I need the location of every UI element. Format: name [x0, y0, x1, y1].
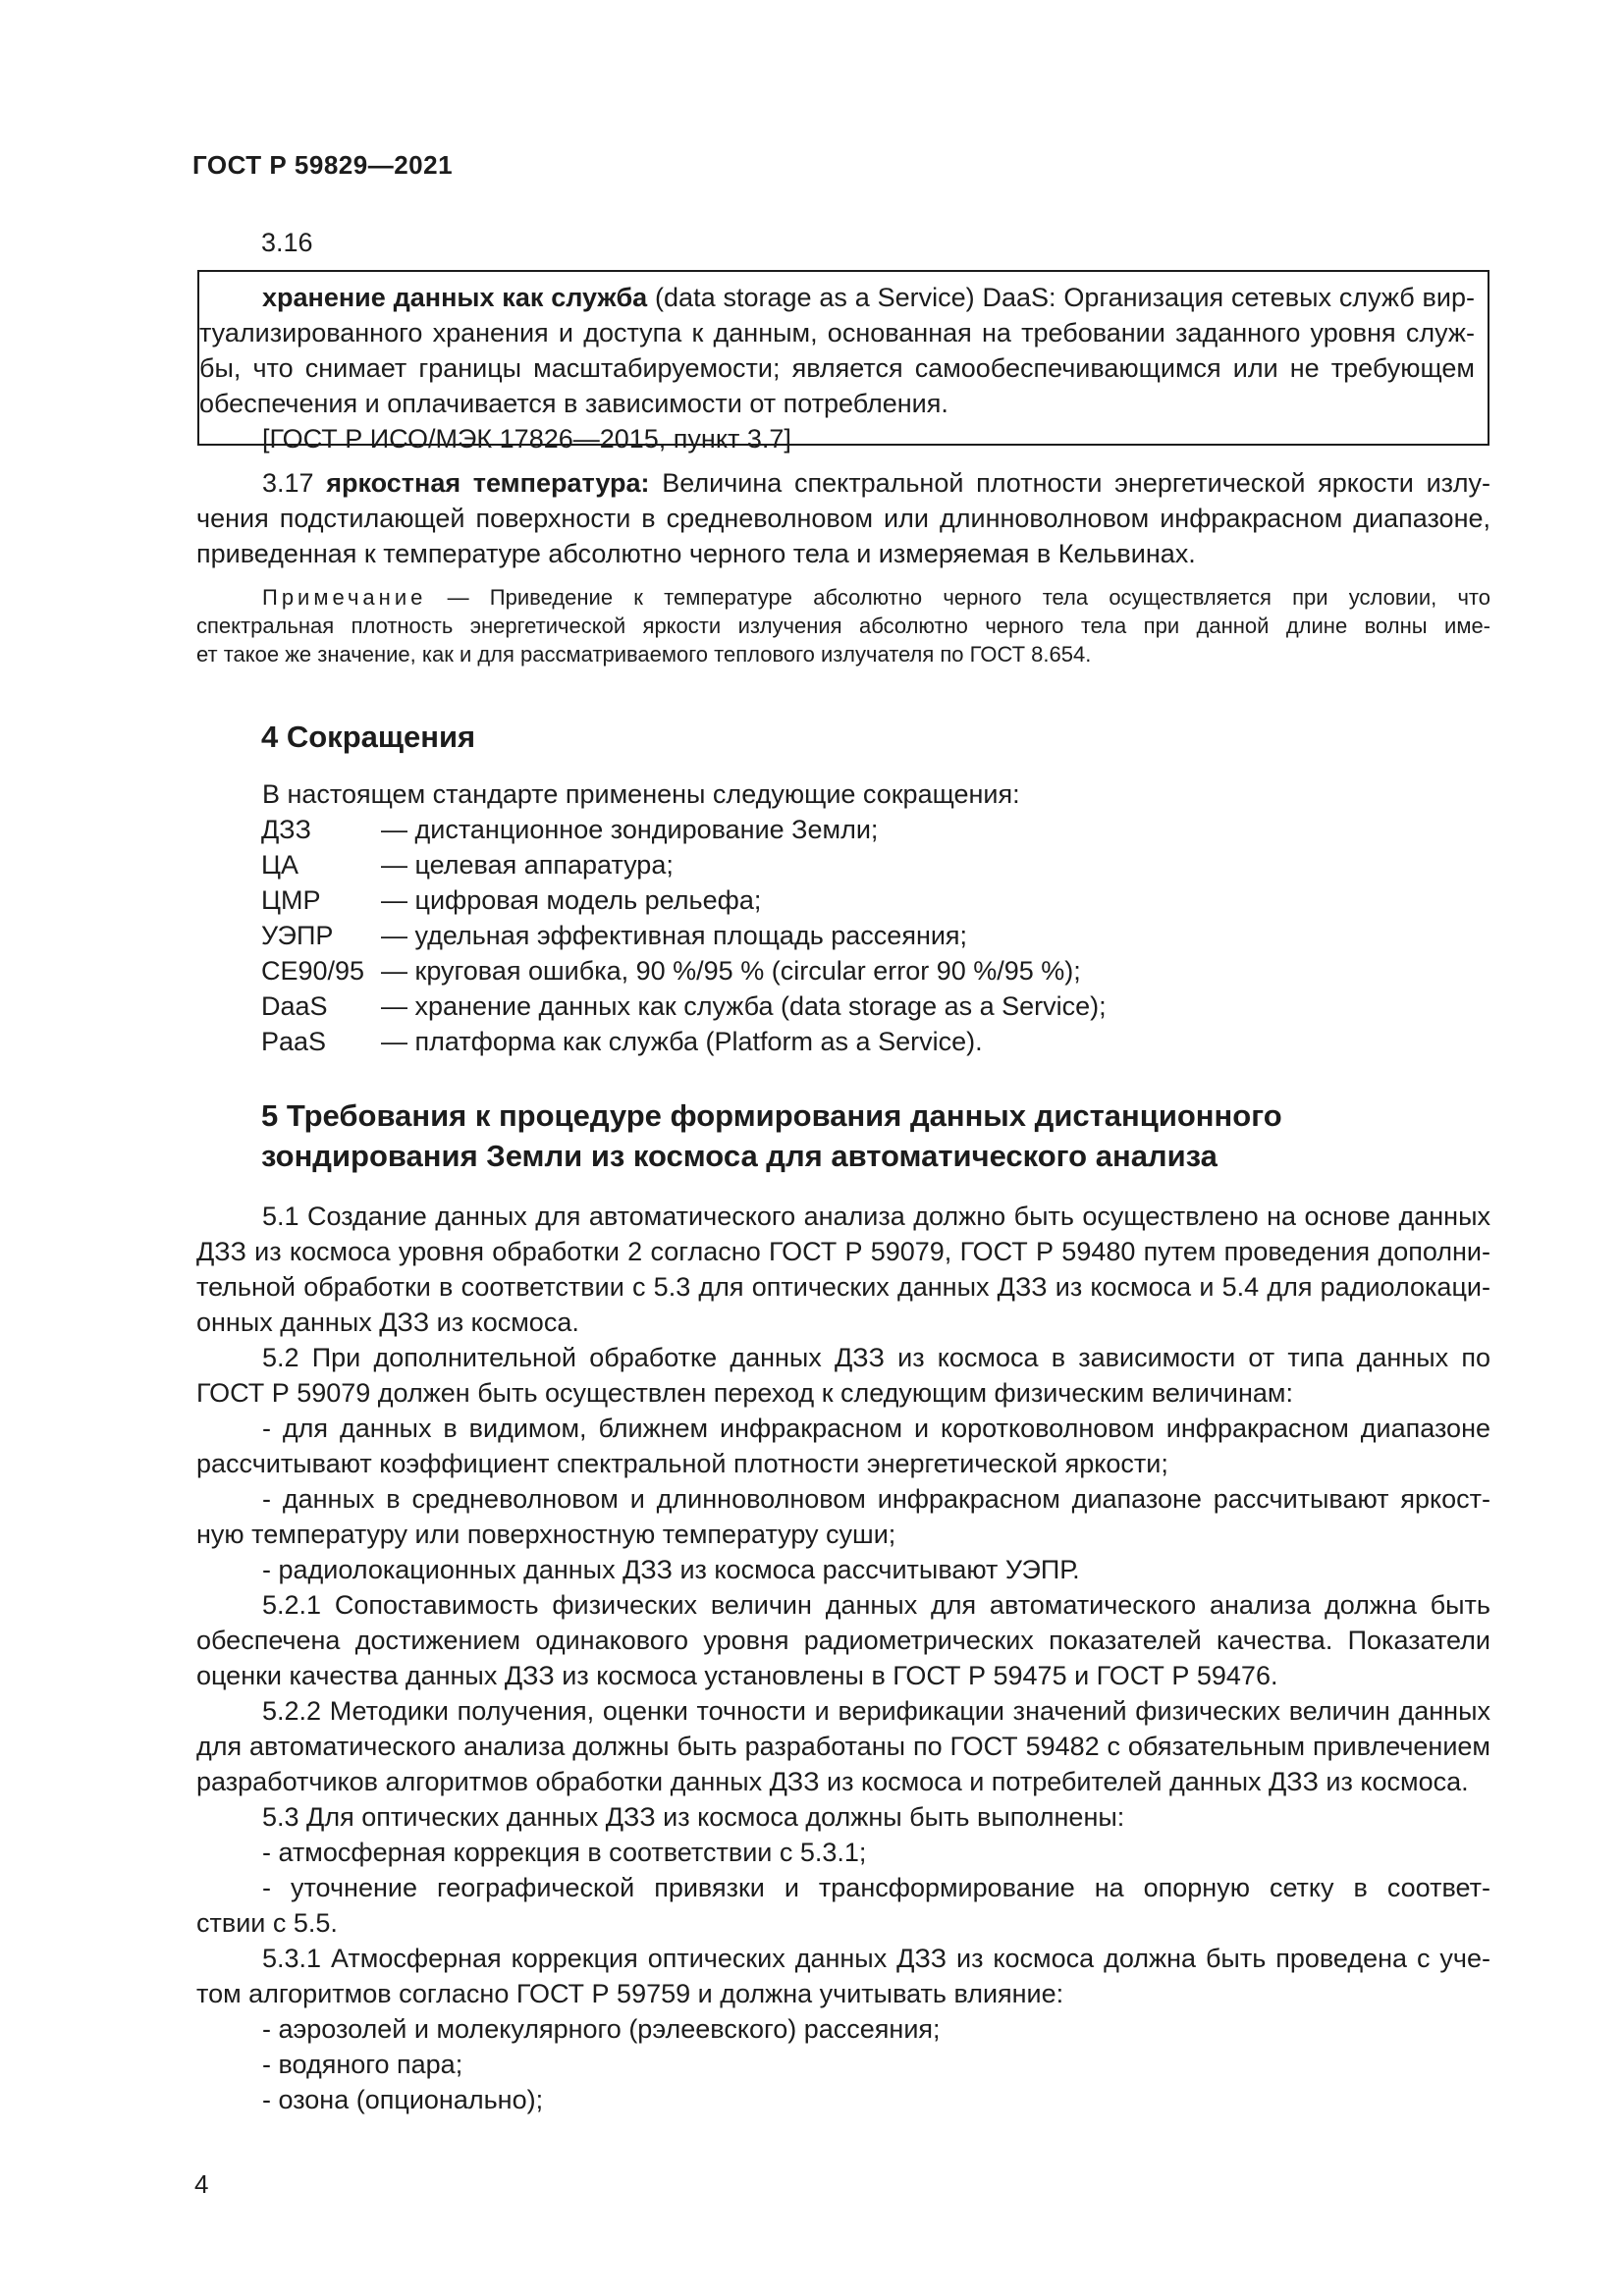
- term-bold: хранение данных как служба: [262, 283, 648, 312]
- note-line: Примечание — Приведение к температуре абсолютно черного тела осуществляется при условии, что: [262, 585, 1490, 610]
- note-line: спектральная плотность энергетической яркости излучения абсолютно черного тела при данной длине волны име-: [196, 614, 1490, 638]
- section-5-heading-line: 5 Требования к процедуре формирования данных дистанционного: [261, 1098, 1282, 1133]
- section-4-heading: 4 Сокращения: [261, 720, 476, 754]
- paragraph-line: 5.2.1 Сопоставимость физических величин данных для автоматического анализа должна быть: [262, 1590, 1490, 1620]
- paragraph-line: разработчиков алгоритмов обработки данных ДЗЗ из космоса и потребителей данных ДЗЗ из космоса.: [196, 1767, 1469, 1796]
- paragraph-line: оценки качества данных ДЗЗ из космоса установлены в ГОСТ Р 59475 и ГОСТ Р 59476.: [196, 1661, 1278, 1690]
- paragraph-line: обеспечена достижением одинакового уровня радиометрических показателей качества. Показатели: [196, 1626, 1490, 1655]
- abbreviation-row: CE90/95 — круговая ошибка, 90 %/95 % (circular error 90 %/95 %);: [261, 956, 1081, 986]
- paragraph-line: ствии с 5.5.: [196, 1908, 338, 1938]
- abbreviation-row: УЭПР — удельная эффективная площадь рассеяния;: [261, 921, 968, 950]
- paragraph-line: ную температуру или поверхностную температуру суши;: [196, 1520, 896, 1549]
- abbreviation-row: ЦА — целевая аппаратура;: [261, 850, 674, 880]
- paragraph-line: - радиолокационных данных ДЗЗ из космоса рассчитывают УЭПР.: [262, 1555, 1080, 1584]
- document-header: ГОСТ Р 59829—2021: [192, 150, 454, 180]
- abbreviation-row: ДЗЗ — дистанционное зондирование Земли;: [261, 815, 879, 844]
- paragraph-line: рассчитывают коэффициент спектральной плотности энергетической яркости;: [196, 1449, 1168, 1478]
- paragraph-line: - атмосферная коррекция в соответствии с 5.3.1;: [262, 1838, 867, 1867]
- paragraph-line: 5.2.2 Методики получения, оценки точности и верификации значений физических величин данных: [262, 1696, 1490, 1726]
- definition-box: [197, 270, 1489, 454]
- term-3-17: [196, 465, 1490, 571]
- paragraph-line: - водяного пара;: [262, 2050, 463, 2079]
- paragraph-line: 5.3 Для оптических данных ДЗЗ из космоса должны быть выполнены:: [262, 1802, 1125, 1832]
- abbreviation-row: PaaS — платформа как служба (Platform as a Service).: [261, 1027, 983, 1056]
- definition-line: бы, что снимает границы масштабируемости; является самообеспечивающимся или не требующем: [199, 353, 1475, 383]
- paragraph-line: ГОСТ Р 59079 должен быть осуществлен переход к следующим физическим величинам:: [196, 1378, 1293, 1408]
- paragraph-line: для автоматического анализа должны быть разработаны по ГОСТ 59482 с обязательным привлечением: [196, 1732, 1490, 1761]
- paragraph-line: - для данных в видимом, ближнем инфракрасном и коротковолновом инфракрасном диапазоне: [262, 1414, 1490, 1443]
- section-5-body: [196, 1199, 1490, 2117]
- paragraph-line: - озона (опционально);: [262, 2085, 544, 2114]
- section-5-heading-line: зондирования Земли из космоса для автоматического анализа: [261, 1139, 1218, 1173]
- paragraph-line: - данных в средневолновом и длинноволновом инфракрасном диапазоне рассчитывают яркост-: [262, 1484, 1490, 1514]
- term-3-16-number: 3.16: [261, 228, 313, 257]
- note-label: Примечание: [262, 585, 427, 610]
- paragraph-line: - аэрозолей и молекулярного (рэлеевского) рассеяния;: [262, 2014, 941, 2044]
- note: [196, 583, 1490, 668]
- note-line: ет такое же значение, как и для рассматриваемого теплового излучателя по ГОСТ 8.654.: [196, 642, 1092, 667]
- term-bold: яркостная температура:: [326, 468, 650, 498]
- page-number: 4: [194, 2169, 209, 2199]
- paragraph-line: том алгоритмов согласно ГОСТ Р 59759 и должна учитывать влияние:: [196, 1979, 1064, 2008]
- abbreviations-list: [261, 812, 1107, 1059]
- paragraph-line: ДЗЗ из космоса уровня обработки 2 согласно ГОСТ Р 59079, ГОСТ Р 59480 путем проведения дополни-: [196, 1237, 1490, 1266]
- definition-line: туализированного хранения и доступа к данным, основанная на требовании заданного уровня служ-: [199, 318, 1475, 347]
- paragraph-line: 3.17 яркостная температура: Величина спектральной плотности энергетической яркости излу-: [262, 468, 1490, 498]
- paragraph-line: чения подстилающей поверхности в средневолновом или длинноволновом инфракрасном диапазоне,: [196, 504, 1490, 533]
- abbreviation-row: ЦМР — цифровая модель рельефа;: [261, 885, 762, 915]
- paragraph-line: приведенная к температуре абсолютно черного тела и измеряемая в Кельвинах.: [196, 539, 1196, 568]
- paragraph-line: тельной обработки в соответствии с 5.3 для оптических данных ДЗЗ из космоса и 5.4 для радиолокаци-: [196, 1272, 1490, 1302]
- paragraph-line: - уточнение географической привязки и трансформирование на опорную сетку в соответ-: [262, 1873, 1490, 1902]
- definition-line: хранение данных как служба (data storage as a Service) DaaS: Организация сетевых служб вир-: [262, 283, 1475, 312]
- paragraph-line: онных данных ДЗЗ из космоса.: [196, 1308, 579, 1337]
- paragraph-line: 5.2 При дополнительной обработке данных ДЗЗ из космоса в зависимости от типа данных по: [262, 1343, 1490, 1372]
- paragraph-line: 5.1 Создание данных для автоматического анализа должно быть осуществлено на основе данных: [262, 1201, 1490, 1231]
- abbreviations-intro: В настоящем стандарте применены следующие сокращения:: [262, 779, 1020, 809]
- definition-source: [ГОСТ Р ИСО/МЭК 17826—2015, пункт 3.7]: [262, 424, 791, 454]
- abbreviation-row: DaaS — хранение данных как служба (data storage as a Service);: [261, 991, 1107, 1021]
- paragraph-line: 5.3.1 Атмосферная коррекция оптических данных ДЗЗ из космоса должна быть проведена с уче-: [262, 1944, 1490, 1973]
- definition-line: обеспечения и оплачивается в зависимости от потребления.: [199, 389, 948, 418]
